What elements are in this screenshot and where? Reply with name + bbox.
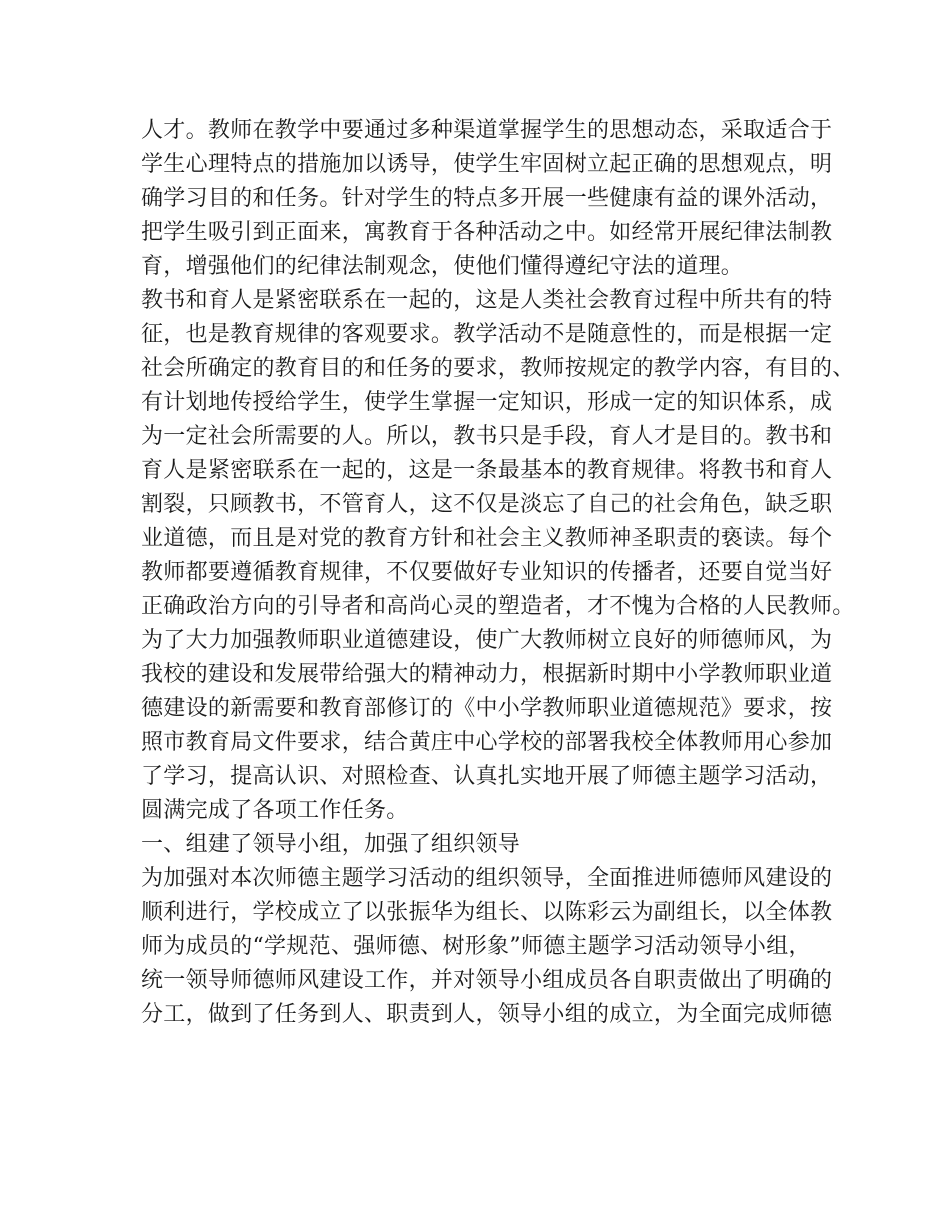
text-line: 统一领导师德师风建设工作，并对领导小组成员各自职责做出了明确的	[141, 968, 833, 993]
text-line: 为加强对本次师德主题学习活动的组织领导，全面推进师德师风建设的	[141, 866, 833, 891]
text-line: 把学生吸引到正面来，寓教育于各种活动之中。如经常开展纪律法制教	[141, 220, 833, 245]
text-line: 为一定社会所需要的人。所以，教书只是手段，育人才是目的。教书和	[141, 424, 833, 449]
text-line: 确学习目的和任务。针对学生的特点多开展一些健康有益的课外活动，	[141, 186, 833, 211]
text-line: 育人是紧密联系在一起的，这是一条最基本的教育规律。将教书和育人	[141, 458, 833, 483]
text-line: 征，也是教育规律的客观要求。教学活动不是随意性的，而是根据一定	[141, 322, 833, 347]
text-line: 照市教育局文件要求，结合黄庄中心学校的部署我校全体教师用心参加	[141, 730, 833, 755]
text-line: 圆满完成了各项工作任务。	[141, 798, 409, 823]
text-line: 业道德，而且是对党的教育方针和社会主义教师神圣职责的亵读。每个	[141, 526, 833, 551]
text-line: 割裂，只顾教书，不管育人，这不仅是淡忘了自己的社会角色，缺乏职	[141, 492, 833, 517]
text-line: 社会所确定的教育目的和任务的要求，教师按规定的教学内容，有目的、	[141, 356, 855, 381]
text-line: 我校的建设和发展带给强大的精神动力，根据新时期中小学教师职业道	[141, 662, 833, 687]
text-line: 分工，做到了任务到人、职责到人，领导小组的成立，为全面完成师德	[141, 1002, 833, 1027]
text-line: 正确政治方向的引导者和高尚心灵的塑造者，才不愧为合格的人民教师。	[141, 594, 855, 619]
text-line: 学生心理特点的措施加以诱导，使学生牢固树立起正确的思想观点，明	[141, 152, 833, 177]
text-line: 教师都要遵循教育规律，不仅要做好专业知识的传播者，还要自觉当好	[141, 560, 833, 585]
text-line: 教书和育人是紧密联系在一起的，这是人类社会教育过程中所共有的特	[141, 288, 833, 313]
section-heading: 一、组建了领导小组，加强了组织领导	[141, 832, 521, 857]
text-line: 有计划地传授给学生，使学生掌握一定知识，形成一定的知识体系，成	[141, 390, 833, 415]
text-line: 了学习，提高认识、对照检查、认真扎实地开展了师德主题学习活动，	[141, 764, 833, 789]
text-line: 为了大力加强教师职业道德建设，使广大教师树立良好的师德师风，为	[141, 628, 833, 653]
text-line: 顺利进行，学校成立了以张振华为组长、以陈彩云为副组长，以全体教	[141, 900, 833, 925]
body-text	[141, 114, 855, 1032]
text-line: 师为成员的“学规范、强师德、树形象”师德主题学习活动领导小组，	[141, 934, 811, 959]
text-line: 人才。教师在教学中要通过多种渠道掌握学生的思想动态，采取适合于	[141, 118, 833, 143]
text-line: 德建设的新需要和教育部修订的《中小学教师职业道德规范》要求，按	[141, 696, 833, 721]
text-line: 育，增强他们的纪律法制观念，使他们懂得遵纪守法的道理。	[141, 254, 744, 279]
